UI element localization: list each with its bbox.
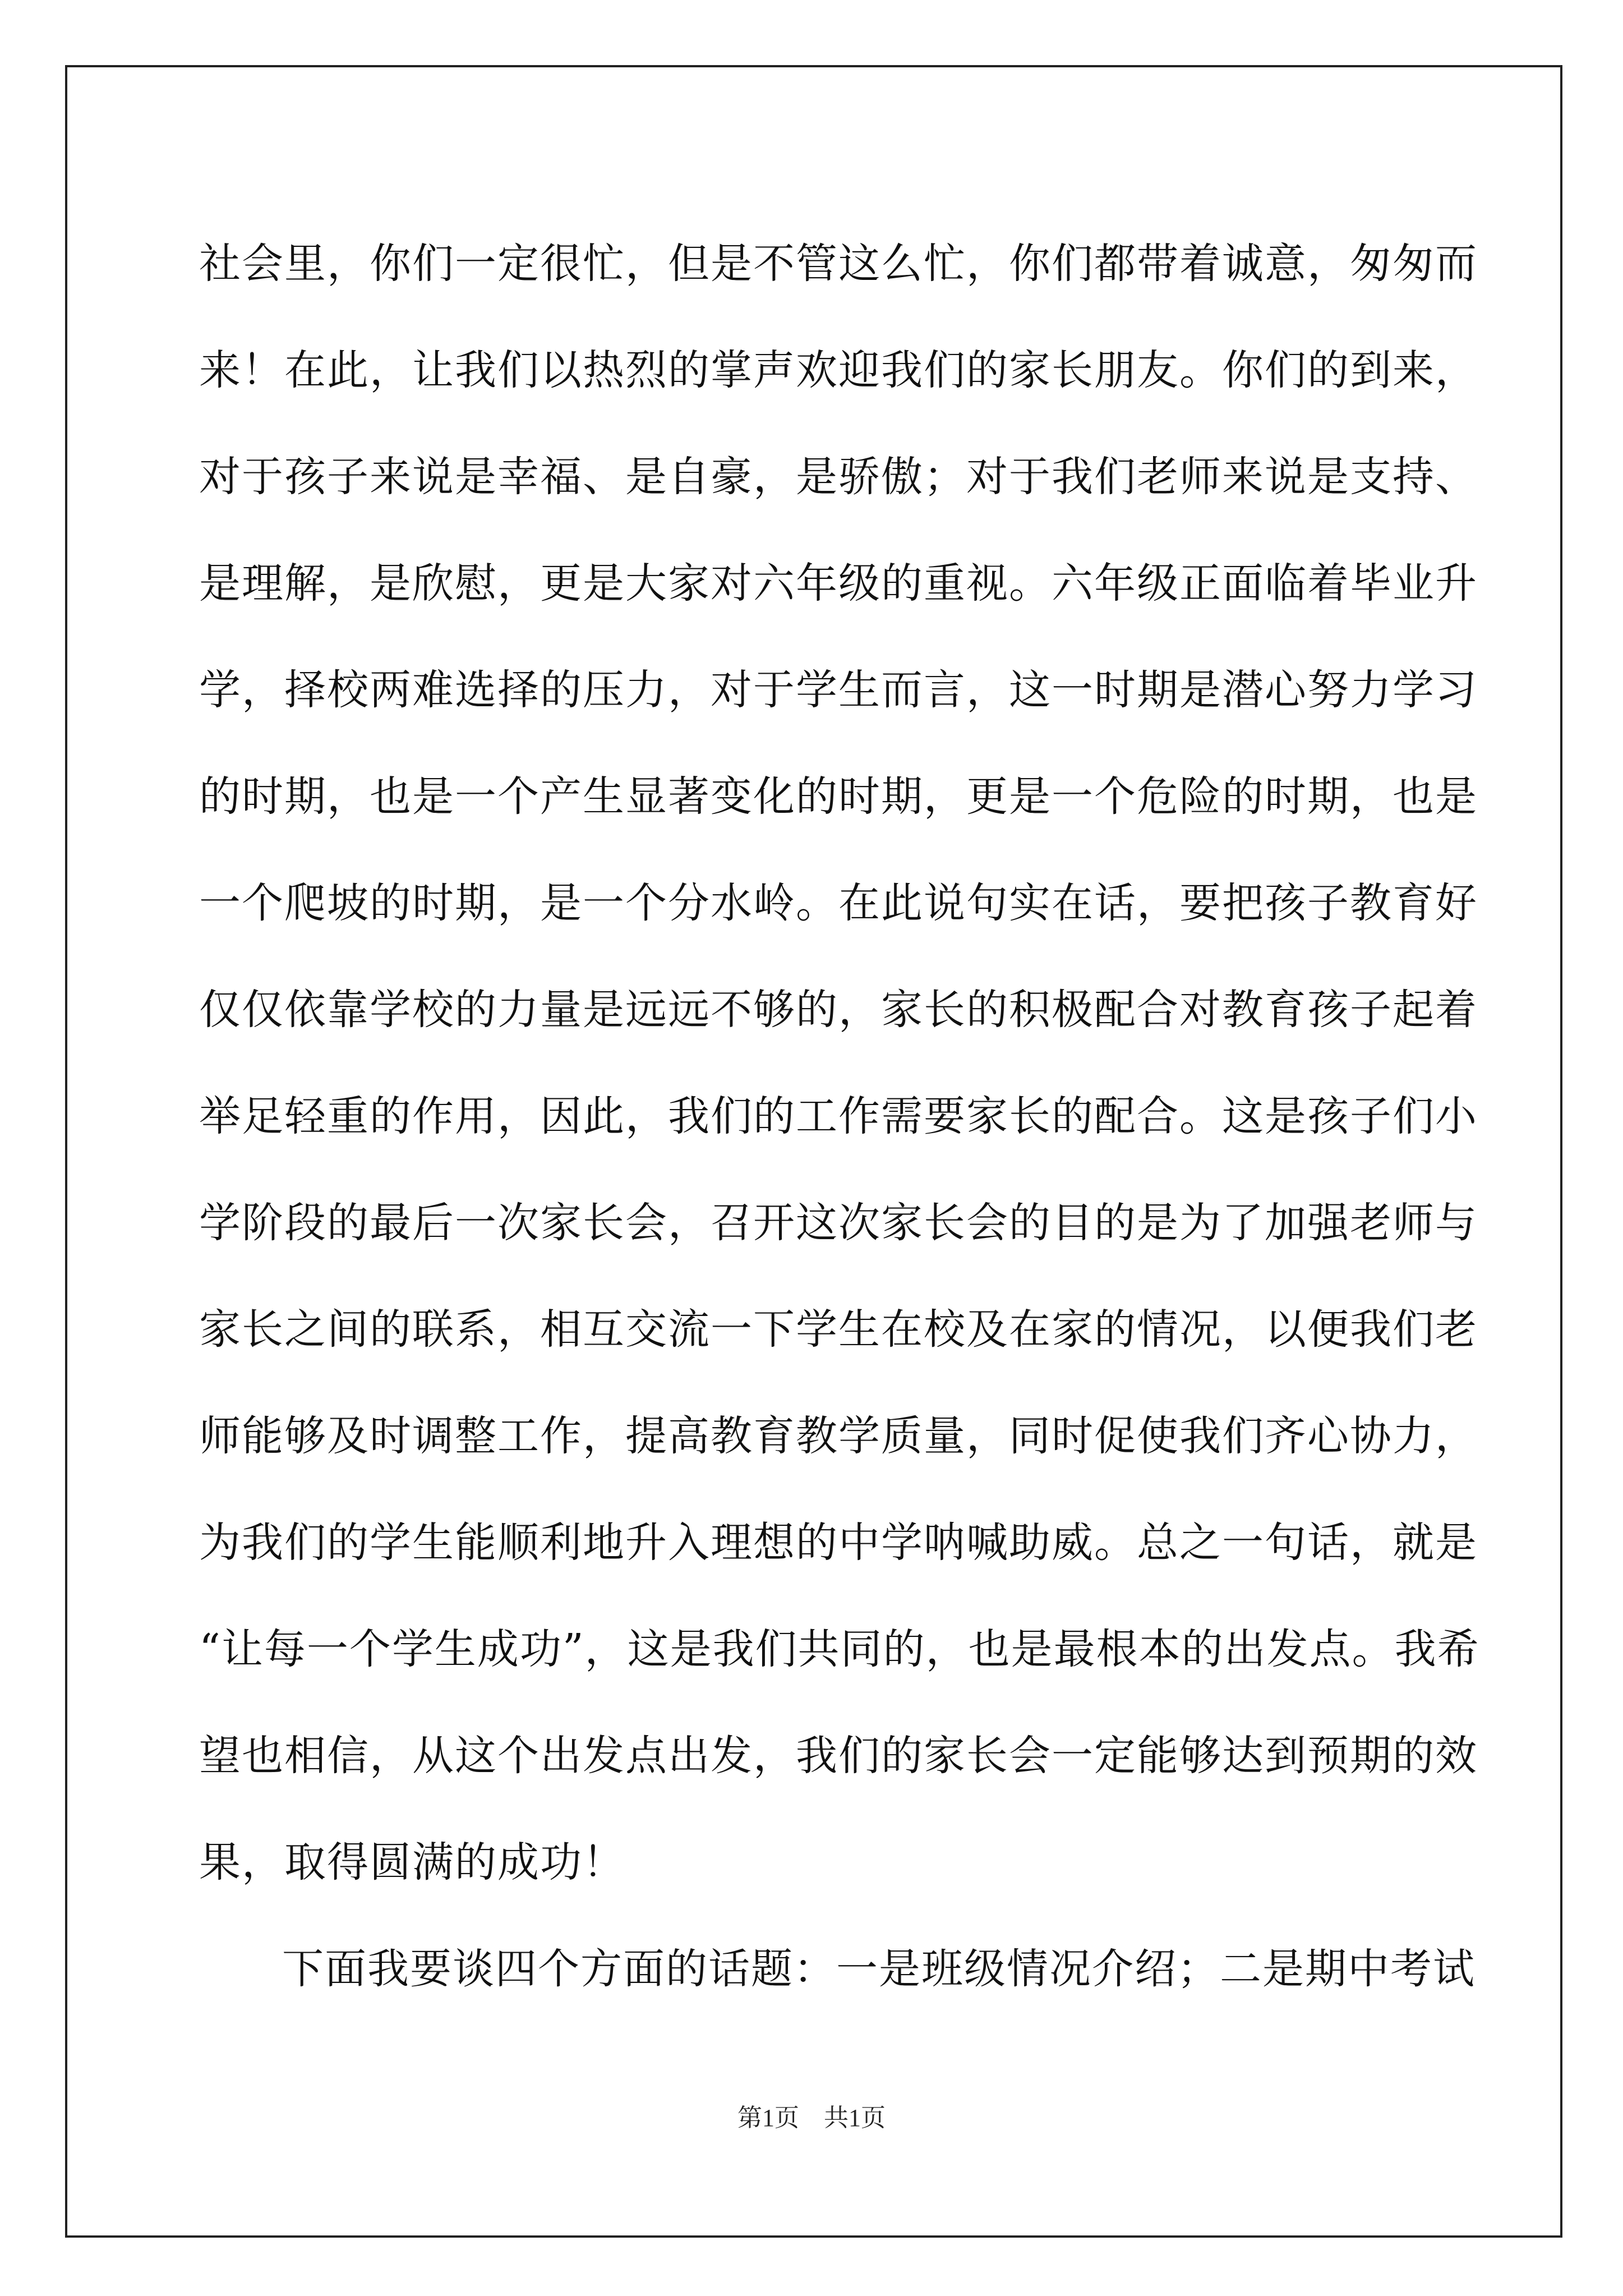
text-line: 举足轻重的作用，因此，我们的工作需要家长的配合。这是孩子们小 [199,1092,1478,1140]
text-line: 来！在此，让我们以热烈的掌声欢迎我们的家长朋友。你们的到来， [199,346,1478,394]
text-line: “让每一个学生成功”，这是我们共同的，也是最根本的出发点。我希 [199,1625,1480,1673]
text-line: 为我们的学生能顺利地升入理想的中学呐喊助威。总之一句话，就是 [199,1519,1478,1567]
page-footer [0,2101,1623,2135]
text-line: 学阶段的最后一次家长会，召开这次家长会的目的是为了加强老师与 [199,1199,1478,1247]
text-line: 师能够及时调整工作，提高教育教学质量，同时促使我们齐心协力， [199,1412,1478,1460]
page-number: 第1页 [737,2104,799,2132]
page-total: 共1页 [824,2104,886,2132]
paragraph-1 [199,210,1480,1916]
text-line: 一个爬坡的时期，是一个分水岭。在此说句实在话，要把孩子教育好 [199,879,1478,927]
text-line: 下面我要谈四个方面的话题：一是班级情况介绍；二是期中考试 [282,1945,1476,1993]
text-line: 对于孩子来说是幸福、是自豪，是骄傲；对于我们老师来说是支持、 [199,453,1478,501]
text-line: 社会里，你们一定很忙，但是不管这么忙，你们都带着诚意，匆匆而 [199,240,1478,288]
text-line: 果，取得圆满的成功！ [199,1838,625,1887]
text-line: 的时期，也是一个产生显著变化的时期，更是一个危险的时期，也是 [199,772,1478,821]
document-body [199,210,1480,2022]
text-line: 望也相信，从这个出发点出发，我们的家长会一定能够达到预期的效 [199,1732,1478,1780]
text-line: 是理解，是欣慰，更是大家对六年级的重视。六年级正面临着毕业升 [199,559,1478,608]
text-line: 家长之间的联系，相互交流一下学生在校及在家的情况，以便我们老 [199,1305,1478,1354]
paragraph-2 [199,1916,1476,2022]
text-line: 仅仅依靠学校的力量是远远不够的，家长的积极配合对教育孩子起着 [199,986,1478,1034]
text-line: 学，择校两难选择的压力，对于学生而言，这一时期是潜心努力学习 [199,666,1478,714]
